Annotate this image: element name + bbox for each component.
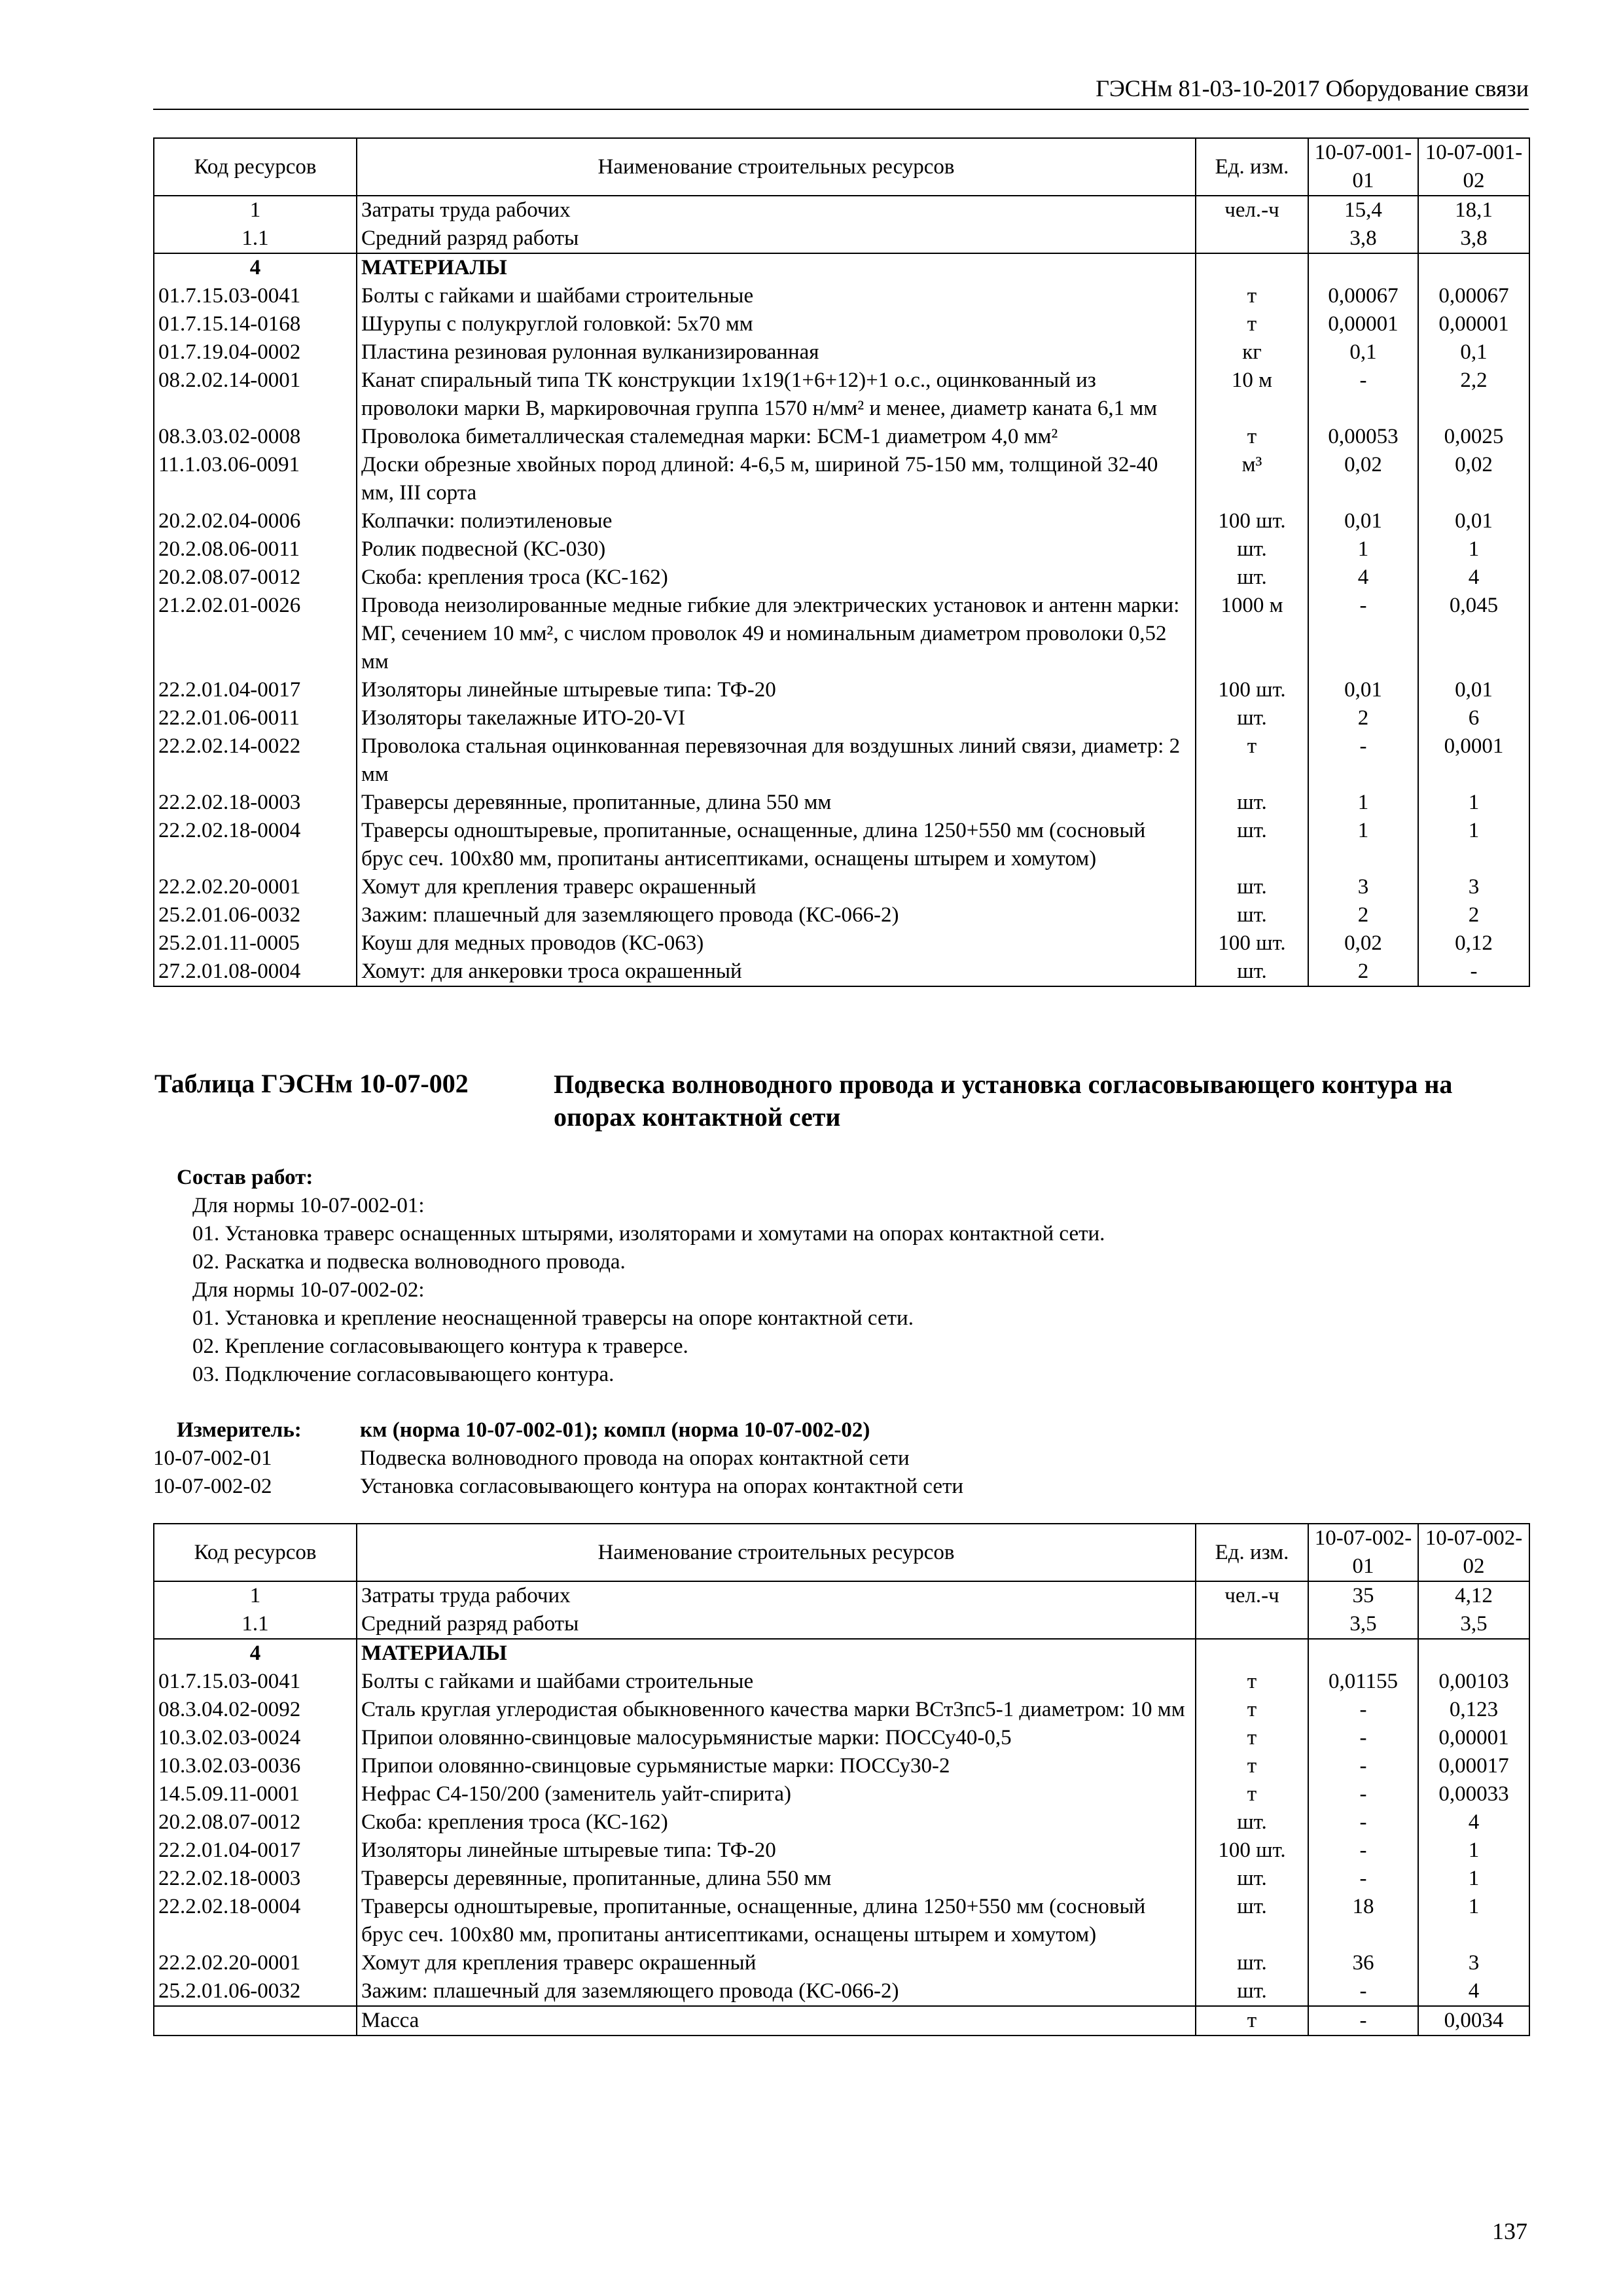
resource-unit: 1000 м [1196, 592, 1308, 676]
value-col-a: 35 [1308, 1581, 1418, 1610]
value-col-b: 18,1 [1418, 196, 1529, 224]
resource-code: 20.2.08.07-0012 [154, 564, 357, 592]
resource-code: 25.2.01.06-0032 [154, 1977, 357, 2006]
value-col-b: 0,12 [1418, 929, 1529, 958]
value-col-a: 2 [1308, 901, 1418, 929]
value-col-b: 4,12 [1418, 1581, 1529, 1610]
resource-unit: м³ [1196, 451, 1308, 507]
table-row [154, 338, 1529, 367]
resource-name: Припои оловянно-свинцовые малосурьмянистые марки: ПОССу40-0,5 [357, 1724, 1196, 1752]
value-col-a: - [1308, 592, 1418, 676]
value-col-a: - [1308, 1837, 1418, 1865]
header-col-a: 10-07-001-01 [1308, 138, 1418, 196]
value-col-a: 18 [1308, 1893, 1418, 1949]
resource-name: Средний разряд работы [357, 1610, 1196, 1639]
table-header-row [154, 138, 1529, 196]
resource-name: Траверсы одноштыревые, пропитанные, оснащенные, длина 1250+550 мм (сосновый брус сеч. 100х80 мм, пропитаны антисептиками, оснащены штырем и хомутом) [357, 817, 1196, 873]
resource-code: 25.2.01.11-0005 [154, 929, 357, 958]
resource-code: 4 [154, 1639, 357, 1668]
resource-name: МАТЕРИАЛЫ [357, 1639, 1196, 1668]
resource-code: 01.7.15.14-0168 [154, 310, 357, 338]
header-title: ГЭСНм 81-03-10-2017 Оборудование связи [1096, 75, 1529, 101]
value-col-a: - [1308, 1865, 1418, 1893]
value-col-b: 0,045 [1418, 592, 1529, 676]
table-row [154, 1808, 1529, 1837]
resource-unit: т [1196, 1752, 1308, 1780]
table-label: Таблица ГЭСНм 10-07-002 [154, 1069, 469, 1098]
resource-unit: шт. [1196, 704, 1308, 732]
table-row [154, 507, 1529, 535]
work-line: 02. Крепление согласовывающего контура к траверсе. [192, 1335, 688, 1358]
value-col-b: 1 [1418, 1837, 1529, 1865]
measure-code: 10-07-002-01 [153, 1446, 272, 1470]
value-col-a: 4 [1308, 564, 1418, 592]
resource-unit: т [1196, 282, 1308, 310]
resource-name: Проволока биметаллическая сталемедная марки: БСМ-1 диаметром 4,0 мм² [357, 423, 1196, 451]
resource-code: 27.2.01.08-0004 [154, 958, 357, 986]
resource-code: 25.2.01.06-0032 [154, 901, 357, 929]
resource-unit: шт. [1196, 817, 1308, 873]
work-line: 02. Раскатка и подвеска волноводного провода. [192, 1250, 626, 1274]
value-col-a: - [1308, 1808, 1418, 1837]
table-row [154, 1837, 1529, 1865]
table-row [154, 676, 1529, 704]
measure-code: 10-07-002-02 [153, 1475, 272, 1498]
value-col-b: 3,8 [1418, 224, 1529, 253]
value-col-a: - [1308, 732, 1418, 789]
table-row [154, 253, 1529, 282]
resource-name: Траверсы деревянные, пропитанные, длина 550 мм [357, 789, 1196, 817]
resource-code: 11.1.03.06-0091 [154, 451, 357, 507]
table-row [154, 1639, 1529, 1668]
value-col-a: - [1308, 1696, 1418, 1724]
resources-table-1 [153, 137, 1530, 987]
resource-unit: т [1196, 2006, 1308, 2036]
table-row [154, 1581, 1529, 1610]
table-row [154, 1724, 1529, 1752]
resource-unit: шт. [1196, 1808, 1308, 1837]
resource-unit: 100 шт. [1196, 929, 1308, 958]
resource-code: 22.2.02.20-0001 [154, 1949, 357, 1977]
resource-code: 1 [154, 196, 357, 224]
resource-unit [1196, 1610, 1308, 1639]
value-col-a [1308, 1639, 1418, 1668]
value-col-b: 0,0001 [1418, 732, 1529, 789]
resource-unit: чел.-ч [1196, 1581, 1308, 1610]
table-row [154, 224, 1529, 253]
value-col-a: - [1308, 1780, 1418, 1808]
resource-unit: чел.-ч [1196, 196, 1308, 224]
resource-unit: т [1196, 1696, 1308, 1724]
resource-unit: 100 шт. [1196, 507, 1308, 535]
table-row [154, 451, 1529, 507]
resource-name: Зажим: плашечный для заземляющего провода (КС-066-2) [357, 901, 1196, 929]
value-col-b: 1 [1418, 1865, 1529, 1893]
value-col-a: 0,00053 [1308, 423, 1418, 451]
table-row [154, 1668, 1529, 1696]
header-name: Наименование строительных ресурсов [357, 1524, 1196, 1581]
value-col-a: 3,5 [1308, 1610, 1418, 1639]
resource-unit: шт. [1196, 901, 1308, 929]
table-row [154, 1893, 1529, 1949]
value-col-b: 0,02 [1418, 451, 1529, 507]
value-col-a: - [1308, 367, 1418, 423]
resources-table-2 [153, 1523, 1530, 2036]
resource-code: 14.5.09.11-0001 [154, 1780, 357, 1808]
resource-code: 22.2.02.14-0022 [154, 732, 357, 789]
value-col-a: 1 [1308, 535, 1418, 564]
resource-unit [1196, 224, 1308, 253]
value-col-a: - [1308, 1752, 1418, 1780]
resource-name: Пластина резиновая рулонная вулканизированная [357, 338, 1196, 367]
value-col-a: 0,01 [1308, 676, 1418, 704]
resource-unit [1196, 253, 1308, 282]
table-row [154, 1780, 1529, 1808]
resource-name: Нефрас С4-150/200 (заменитель уайт-спирита) [357, 1780, 1196, 1808]
resource-name: Скоба: крепления троса (КС-162) [357, 1808, 1196, 1837]
table-row [154, 1977, 1529, 2006]
table-row [154, 929, 1529, 958]
resource-unit: т [1196, 732, 1308, 789]
table-row [154, 1610, 1529, 1639]
table-row [154, 535, 1529, 564]
header-code: Код ресурсов [154, 138, 357, 196]
resource-name: Зажим: плашечный для заземляющего провода (КС-066-2) [357, 1977, 1196, 2006]
table-row [154, 789, 1529, 817]
value-col-b: 6 [1418, 704, 1529, 732]
resource-name: Изоляторы такелажные ИТО-20-VI [357, 704, 1196, 732]
resource-name: Траверсы одноштыревые, пропитанные, оснащенные, длина 1250+550 мм (сосновый брус сеч. 100х80 мм, пропитаны антисептиками, оснащены штырем и хомутом) [357, 1893, 1196, 1949]
measure-block [153, 1416, 1397, 1501]
resource-name: Хомут: для анкеровки троса окрашенный [357, 958, 1196, 986]
resource-unit: шт. [1196, 873, 1308, 901]
resource-unit: 100 шт. [1196, 1837, 1308, 1865]
table-row [154, 958, 1529, 986]
value-col-b: 4 [1418, 1808, 1529, 1837]
resource-unit: т [1196, 310, 1308, 338]
table-row [154, 817, 1529, 873]
value-col-b: 0,0025 [1418, 423, 1529, 451]
resource-unit: шт. [1196, 535, 1308, 564]
measure-value: км (норма 10-07-002-01); компл (норма 10-07-002-02) [360, 1418, 870, 1442]
resource-code: 08.2.02.14-0001 [154, 367, 357, 423]
value-col-b: 0,1 [1418, 338, 1529, 367]
resource-code: 01.7.19.04-0002 [154, 338, 357, 367]
resource-code: 10.3.02.03-0036 [154, 1752, 357, 1780]
resource-name: Затраты труда рабочих [357, 196, 1196, 224]
page-number: 137 [1492, 2218, 1527, 2244]
resource-code: 08.3.04.02-0092 [154, 1696, 357, 1724]
value-col-a: 2 [1308, 958, 1418, 986]
value-col-b: - [1418, 958, 1529, 986]
header-col-a: 10-07-002-01 [1308, 1524, 1418, 1581]
work-line: 01. Установка и крепление неоснащенной траверсы на опоре контактной сети. [192, 1306, 914, 1330]
resource-code: 01.7.15.03-0041 [154, 282, 357, 310]
resource-name: Колпачки: полиэтиленовые [357, 507, 1196, 535]
header-code: Код ресурсов [154, 1524, 357, 1581]
table-body [154, 196, 1529, 986]
value-col-b: 3 [1418, 873, 1529, 901]
resource-unit: 100 шт. [1196, 676, 1308, 704]
table-row [154, 704, 1529, 732]
header-unit: Ед. изм. [1196, 138, 1308, 196]
value-col-a: 2 [1308, 704, 1418, 732]
resource-code: 22.2.02.18-0004 [154, 1893, 357, 1949]
resource-unit: 10 м [1196, 367, 1308, 423]
resource-code: 20.2.08.07-0012 [154, 1808, 357, 1837]
resource-code: 22.2.01.04-0017 [154, 1837, 357, 1865]
work-line: Для нормы 10-07-002-02: [192, 1278, 425, 1302]
resource-unit: т [1196, 1724, 1308, 1752]
resource-name: Средний разряд работы [357, 224, 1196, 253]
resource-name: Изоляторы линейные штыревые типа: ТФ-20 [357, 676, 1196, 704]
resource-name: Масса [357, 2006, 1196, 2036]
header-col-b: 10-07-002-02 [1418, 1524, 1529, 1581]
table-row [154, 1696, 1529, 1724]
value-col-a [1308, 253, 1418, 282]
resource-unit: шт. [1196, 789, 1308, 817]
table-row [154, 423, 1529, 451]
table-row [154, 196, 1529, 224]
work-line: 01. Установка траверс оснащенных штырями, изоляторами и хомутами на опорах контактной сети. [192, 1222, 1105, 1246]
page-header [153, 72, 1529, 110]
table-row [154, 367, 1529, 423]
value-col-a: 0,02 [1308, 929, 1418, 958]
value-col-a: 0,1 [1308, 338, 1418, 367]
value-col-b: 1 [1418, 1893, 1529, 1949]
resource-code [154, 2006, 357, 2036]
value-col-a: 3 [1308, 873, 1418, 901]
value-col-b [1418, 1639, 1529, 1668]
resource-code: 22.2.02.18-0004 [154, 817, 357, 873]
resource-unit [1196, 1639, 1308, 1668]
resource-code: 1 [154, 1581, 357, 1610]
value-col-b: 0,0034 [1418, 2006, 1529, 2036]
measure-label: Измеритель: [177, 1418, 302, 1442]
table-body [154, 1581, 1529, 2036]
table-row [154, 1752, 1529, 1780]
resource-unit: т [1196, 1780, 1308, 1808]
value-col-a: 0,00067 [1308, 282, 1418, 310]
table-row [154, 310, 1529, 338]
resource-unit: т [1196, 423, 1308, 451]
resource-name: Хомут для крепления траверс окрашенный [357, 873, 1196, 901]
value-col-b: 3 [1418, 1949, 1529, 1977]
resource-unit: кг [1196, 338, 1308, 367]
value-col-b: 0,123 [1418, 1696, 1529, 1724]
resource-code: 10.3.02.03-0024 [154, 1724, 357, 1752]
resource-name: Траверсы деревянные, пропитанные, длина 550 мм [357, 1865, 1196, 1893]
table-title: Подвеска волноводного провода и установка согласовывающего контура на опорах контактной сети [554, 1069, 1453, 1132]
resource-code: 20.2.02.04-0006 [154, 507, 357, 535]
resource-name: Провода неизолированные медные гибкие для электрических установок и антенн марки: МГ, сечением 10 мм², с числом проволок 49 и номинальным диаметром проволоки 0,52 мм [357, 592, 1196, 676]
resource-unit: шт. [1196, 958, 1308, 986]
value-col-a: 0,02 [1308, 451, 1418, 507]
resource-code: 20.2.08.06-0011 [154, 535, 357, 564]
work-composition [177, 1164, 1105, 1389]
table-row [154, 564, 1529, 592]
resource-code: 21.2.02.01-0026 [154, 592, 357, 676]
resource-code: 22.2.02.20-0001 [154, 873, 357, 901]
value-col-b: 4 [1418, 1977, 1529, 2006]
resource-name: Затраты труда рабочих [357, 1581, 1196, 1610]
value-col-b: 4 [1418, 564, 1529, 592]
table-header-row [154, 1524, 1529, 1581]
value-col-b: 0,01 [1418, 676, 1529, 704]
resource-code: 22.2.02.18-0003 [154, 1865, 357, 1893]
resource-name: Припои оловянно-свинцовые сурьмянистые марки: ПОССу30-2 [357, 1752, 1196, 1780]
value-col-b: 0,00001 [1418, 1724, 1529, 1752]
value-col-b: 3,5 [1418, 1610, 1529, 1639]
value-col-a: - [1308, 1724, 1418, 1752]
resource-name: Ролик подвесной (КС-030) [357, 535, 1196, 564]
resource-name: Болты с гайками и шайбами строительные [357, 1668, 1196, 1696]
resource-unit: т [1196, 1668, 1308, 1696]
table-row [154, 592, 1529, 676]
resource-unit: шт. [1196, 1977, 1308, 2006]
header-col-b: 10-07-001-02 [1418, 138, 1529, 196]
measure-text: Подвеска волноводного провода на опорах контактной сети [360, 1446, 910, 1470]
resource-name: Хомут для крепления траверс окрашенный [357, 1949, 1196, 1977]
work-heading: Состав работ: [177, 1166, 313, 1189]
resource-name: Болты с гайками и шайбами строительные [357, 282, 1196, 310]
resource-name: Проволока стальная оцинкованная перевязочная для воздушных линий связи, диаметр: 2 мм [357, 732, 1196, 789]
value-col-b: 0,00033 [1418, 1780, 1529, 1808]
resource-name: МАТЕРИАЛЫ [357, 253, 1196, 282]
resource-name: Сталь круглая углеродистая обыкновенного качества марки ВСт3пс5-1 диаметром: 10 мм [357, 1696, 1196, 1724]
value-col-a: 0,01155 [1308, 1668, 1418, 1696]
resource-unit: шт. [1196, 1949, 1308, 1977]
resource-code: 4 [154, 253, 357, 282]
resource-name: Изоляторы линейные штыревые типа: ТФ-20 [357, 1837, 1196, 1865]
table-row [154, 2006, 1529, 2036]
table-row [154, 1865, 1529, 1893]
resource-code: 1.1 [154, 1610, 357, 1639]
resource-name: Коуш для медных проводов (КС-063) [357, 929, 1196, 958]
value-col-b: 1 [1418, 817, 1529, 873]
value-col-a: 36 [1308, 1949, 1418, 1977]
measure-text: Установка согласовывающего контура на опорах контактной сети [360, 1475, 964, 1498]
value-col-b [1418, 253, 1529, 282]
resource-unit: шт. [1196, 1893, 1308, 1949]
value-col-b: 0,00017 [1418, 1752, 1529, 1780]
resource-name: Шурупы с полукруглой головкой: 5х70 мм [357, 310, 1196, 338]
resource-code: 22.2.01.04-0017 [154, 676, 357, 704]
value-col-b: 2,2 [1418, 367, 1529, 423]
table-row [154, 901, 1529, 929]
table-row [154, 282, 1529, 310]
value-col-a: 0,01 [1308, 507, 1418, 535]
resource-unit: шт. [1196, 1865, 1308, 1893]
resource-code: 1.1 [154, 224, 357, 253]
value-col-a: 3,8 [1308, 224, 1418, 253]
resource-name: Скоба: крепления троса (КС-162) [357, 564, 1196, 592]
value-col-b: 2 [1418, 901, 1529, 929]
resource-code: 22.2.02.18-0003 [154, 789, 357, 817]
work-line: Для нормы 10-07-002-01: [192, 1194, 425, 1217]
value-col-a: 1 [1308, 817, 1418, 873]
resource-code: 08.3.03.02-0008 [154, 423, 357, 451]
header-unit: Ед. изм. [1196, 1524, 1308, 1581]
table-row [154, 732, 1529, 789]
value-col-a: - [1308, 2006, 1418, 2036]
value-col-b: 1 [1418, 789, 1529, 817]
resource-code: 01.7.15.03-0041 [154, 1668, 357, 1696]
value-col-a: 1 [1308, 789, 1418, 817]
value-col-a: 15,4 [1308, 196, 1418, 224]
value-col-a: 0,00001 [1308, 310, 1418, 338]
value-col-a: - [1308, 1977, 1418, 2006]
value-col-b: 0,00001 [1418, 310, 1529, 338]
header-name: Наименование строительных ресурсов [357, 138, 1196, 196]
resource-code: 22.2.01.06-0011 [154, 704, 357, 732]
value-col-b: 0,00103 [1418, 1668, 1529, 1696]
table-row [154, 1949, 1529, 1977]
resource-name: Доски обрезные хвойных пород длиной: 4-6,5 м, шириной 75-150 мм, толщиной 32-40 мм, III сорта [357, 451, 1196, 507]
work-line: 03. Подключение согласовывающего контура. [192, 1363, 615, 1386]
resource-unit: шт. [1196, 564, 1308, 592]
resource-name: Канат спиральный типа ТК конструкции 1х19(1+6+12)+1 о.с., оцинкованный из проволоки марки В, маркировочная группа 1570 н/мм² и менее, диаметр каната 6,1 мм [357, 367, 1196, 423]
value-col-b: 0,01 [1418, 507, 1529, 535]
value-col-b: 0,00067 [1418, 282, 1529, 310]
table-row [154, 873, 1529, 901]
value-col-b: 1 [1418, 535, 1529, 564]
